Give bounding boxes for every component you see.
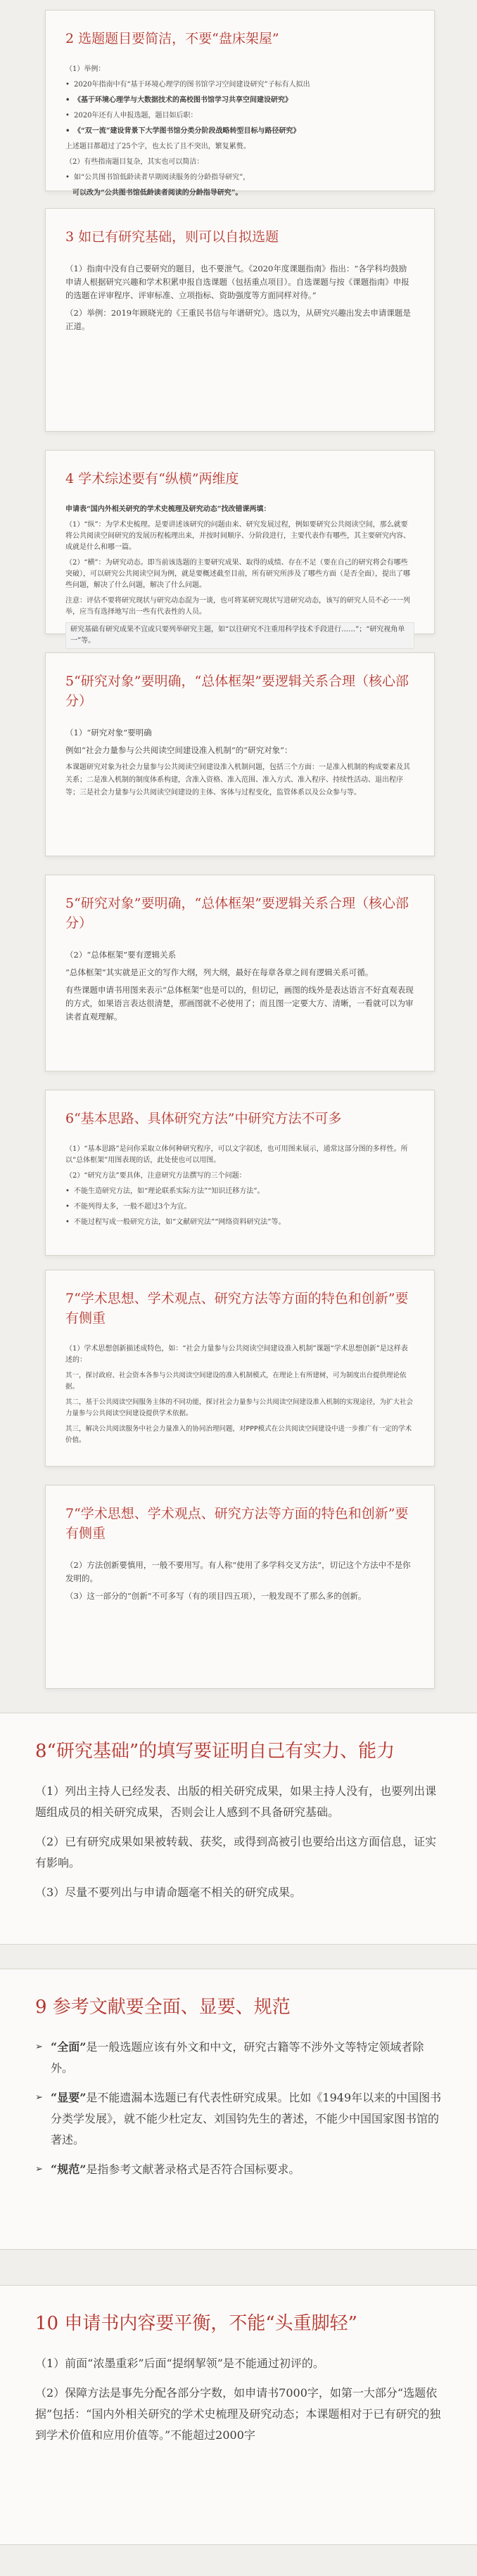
section-title: 5“研究对象”要明确，“总体框架”要逻辑关系合理（核心部分）	[65, 896, 409, 931]
item-text: 是不能遗漏本选题已有代表性研究成果。比如《1949年以来的中国图书分类学发展》，就不能少杜定友、刘国钧先生的著述，不能少中国国家图书馆的著述。	[51, 2091, 442, 2146]
paragraph: • 2020年还有人申报选题，题目如后职：	[65, 110, 414, 122]
section-title: 8“研究基础”的填写要证明自己有实力、能力	[35, 1741, 395, 1762]
paragraph: （1）举例：	[65, 65, 106, 73]
section-card-4	[45, 450, 435, 645]
section-title: 3 如已有研究基础，则可以自拟选题	[65, 229, 279, 245]
section-title: 4 学术综述要有“纵横”两维度	[65, 471, 239, 487]
paragraph: 申请表“国内外相关研究的学术史梳理及研究动态”找改错课两填：	[65, 505, 271, 513]
item-label: “规范”	[51, 2163, 87, 2176]
paragraph: （2）“研究方法”要具体，注意研究方法撰写的三个问题：	[65, 1172, 246, 1180]
paragraph: • 不能过程写成一般研究方法，如“文献研究法”“网络资料研究法”等。	[65, 1217, 414, 1228]
section-title: 7“学术思想、学术观点、研究方法等方面的特色和创新”要有侧重	[65, 1506, 409, 1541]
paragraph: （3）这一部分的“创新”不可多写（有的项目四五项），一般发现不了那么多的创新。	[65, 1591, 367, 1601]
paragraph: • 《基于环境心理学与大数据技术的高校图书馆学习共享空间建设研究》	[65, 95, 414, 106]
paragraph: • 不能列得太多，一般不超过3个为宜。	[65, 1202, 414, 1213]
section-title: 9 参考文献要全面、显要、规范	[35, 1997, 291, 2018]
paragraph: • 如“公共图书馆低龄读者早期阅读服务的分龄指导研究”，	[65, 172, 414, 183]
item-text: 是一般选题应该有外文和中文，研究古籍等不涉外文等特定领域者除外。	[51, 2040, 424, 2075]
section-title: 7“学术思想、学术观点、研究方法等方面的特色和创新”要有侧重	[65, 1291, 409, 1326]
section-card-9	[0, 1969, 477, 2250]
section-card-3	[45, 208, 435, 432]
paragraph: （2）有些指南题目复杂，其实也可以简洁：	[65, 158, 204, 166]
paragraph: “总体框架”其实就是正文的写作大纲，列大纲，最好在每章各章之间有逻辑关系可循。	[65, 967, 374, 977]
paragraph: 本课题研究对象为社会力量参与公共阅读空间建设准入机制问题，包括三个方面：一是准入机制的构成要素及其关系；二是准入机制的制度体系构建，含准入资格、准入范围、准入方式、准入程序、持续性活动、退出程序等；三是社会力量参与公共阅读空间建设的主体、客体与过程变化，监管体系以及公众参与等。	[65, 764, 410, 797]
paragraph: 研究基础有研究成果不宜或只要列举研究主题，如“以往研究不注重用科学技术手段进行……”；“研究视角单一”等。	[65, 622, 414, 649]
paragraph: （1）前面“浓墨重彩”后面“提纲挈领”是不能通过初评的。	[35, 2357, 324, 2370]
paragraph: （1）指南中没有自己要研究的题目，也不要泄气。《2020年度课题指南》指出：“各学科均鼓励申请人根据研究兴趣和学术积累申报自选课题（包括重点项目）。自选课题与按《课题指南》申报的选题在评审程序、评审标准、立项指标、资助强度等方面同样对待。”	[65, 264, 409, 300]
paragraph: （3）尽量不要列出与申请命题毫不相关的研究成果。	[35, 1886, 302, 1899]
paragraph: 可以改为“公共图书馆低龄读者阅读的分龄指导研究”。	[72, 189, 243, 197]
paragraph: • 《“双一流”建设背景下大学图书馆分类分阶段战略转型目标与路径研究》	[65, 126, 414, 137]
paragraph: （1）“纵”：为学术史梳理。是要讲述该研究的问题由来、研究发展过程，例如要研究公共阅读空间，那么就要将公共阅读空间研究的发展历程梳理出来，并按时间顺序、分阶段进行，主要代表作有哪些，其主要研究内容、成就是什么和哪一篇。	[65, 521, 410, 551]
paragraph: 其二，基于公共阅读空间服务主体的不同功能，探讨社会力量参与公共阅读空间建设准入机制的实现途径，为扩大社会力量参与公共阅读空间建设提供学术依据。	[65, 1398, 414, 1417]
paragraph: 有些课题申请书用图来表示“总体框架”也是可以的，但切记，画图的线外是表达语言不好直观表现的方式，如果语言表达很清楚，那画图就不必使用了；而且图一定要大方、清晰，一看就可以为审读者直观理解。	[65, 985, 414, 1022]
paragraph: （2）举例：2019年顾晓光的《王重民书信与年谱研究》。选以为，从研究兴趣出发去申请课题是正道。	[65, 308, 411, 331]
list-item	[35, 2159, 442, 2180]
paragraph: （2）方法创新要慎用，一般不要用写。有人称“使用了多学科交叉方法”，切记这个方法中不是你发明的。	[65, 1560, 411, 1583]
section-card-7a	[45, 1270, 435, 1467]
section-title: 5“研究对象”要明确，“总体框架”要逻辑关系合理（核心部分）	[65, 674, 409, 709]
section-title: 6“基本思路、具体研究方法”中研究方法不可多	[65, 1111, 342, 1126]
section-card-2	[45, 10, 435, 197]
paragraph: 上述题目都超过了25个字，也太长了且不突出，繁复累赘。	[65, 143, 250, 150]
section-card-10	[0, 2285, 477, 2545]
paragraph: （2）已有研究成果如果被转载、获奖，或得到高被引也要给出这方面信息，证实有影响。	[35, 1835, 437, 1869]
paragraph: • 不能生造研究方法，如“理论联系实际方法”“知识迁移方法”。	[65, 1186, 414, 1197]
section-title: 2 选题题目要简洁，不要“盘床架屋”	[65, 31, 279, 46]
section-card-6	[45, 1090, 435, 1256]
paragraph: （2）“总体框架”要有逻辑关系	[65, 950, 177, 960]
paragraph: （1）“研究对象”要明确	[65, 728, 152, 738]
list-item	[35, 2037, 442, 2079]
paragraph: （2）“横”：为研究动态。即当前该选题的主要研究成果、取得的成绩、存在不足（要在自己的研究将会有哪些突破），可以研究公共阅读空间为例，就是要概述截至目前，所有研究所涉及了哪些方面（是否全面），提出了哪些问题，解决了什么问题，解决了什么问题。	[65, 559, 410, 589]
section-card-7b	[45, 1485, 435, 1689]
paragraph: （2）保障方法是事先分配各部分字数，如申请书7000字，如第一大部分“选题依据”包括：“国内外相关研究的学术史梳理及研究动态；本课题相对于已有研究的独到学术价值和应用价值等。”不能超过2000字	[35, 2386, 441, 2442]
paragraph: 其一，探讨政府、社会资本各参与公共阅读空间建设的准入机制模式，在理论上有所建树，可为制度出台提供理论依据。	[65, 1372, 407, 1391]
paragraph: • 2020年指南中有“基于环境心理学的图书馆学习空间建设研究”子标有人拟出	[65, 79, 414, 91]
item-text: 是指参考文献著录格式是否符合国标要求。	[86, 2163, 300, 2176]
section-card-5b	[45, 875, 435, 1071]
paragraph: （1）“基本思路”是问你采取立体何种研究程序，可以文字叙述，也可用图来展示，通常这部分图的多样性。所以“总体框架”用图表现的话，此处使也可以用图。	[65, 1145, 408, 1164]
item-label: “显要”	[51, 2091, 87, 2104]
paragraph: 例如“社会力量参与公共阅读空间建设准入机制”的“研究对象”：	[65, 745, 293, 755]
list-item	[35, 2087, 442, 2151]
paragraph: （1）学术思想创新描述成特色，如：“社会力量参与公共阅读空间建设准入机制”课题“学术思想创新”是这样表述的：	[65, 1345, 408, 1364]
paragraph: （1）列出主持人已经发表、出版的相关研究成果，如果主持人没有，也要列出课题组成员的相关研究成果，否则会让人感到不具备研究基础。	[35, 1784, 437, 1819]
item-label: “全面”	[51, 2040, 87, 2054]
paragraph: 其三，解决公共阅读服务中社会力量准入的协同治理问题，对PPP模式在公共阅读空间建设中进一步推广有一定的学术价值。	[65, 1425, 412, 1444]
section-card-8	[0, 1713, 477, 1945]
paragraph: 注意：评估不要将研究现状与研究动态混为一谈，也可将某研究现状写进研究动态，该写的研究人员不必一一列举，应当有选择地写出一些有代表性的人员。	[65, 597, 410, 616]
section-title: 10 申请书内容要平衡，不能“头重脚轻”	[35, 2313, 357, 2334]
section-card-5a	[45, 652, 435, 856]
